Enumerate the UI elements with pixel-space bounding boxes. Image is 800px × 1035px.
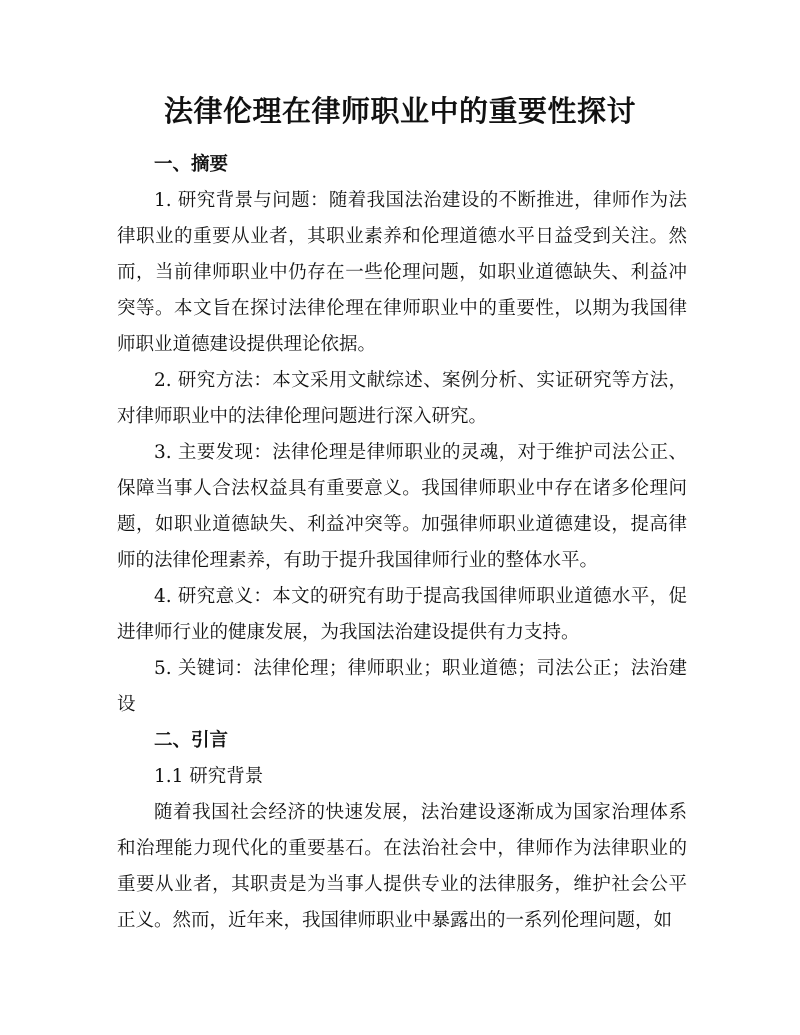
introduction-paragraph-1: 随着我国社会经济的快速发展，法治建设逐渐成为国家治理体系和治理能力现代化的重要基石。在法治社会中，律师作为法律职业的重要从业者，其职责是为当事人提供专业的法律服务，维护社会公平正义。然而，近年来，我国律师职业中暴露出的一系列伦理问题，如 bbox=[117, 802, 687, 931]
section-heading-abstract: 一、摘要 bbox=[154, 154, 229, 175]
abstract-paragraph-1: 1. 研究背景与问题：随着我国法治建设的不断推进，律师作为法律职业的重要从业者，其职业素养和伦理道德水平日益受到关注。然而，当前律师职业中仍存在一些伦理问题，如职业道德缺失、利益冲突等。本文旨在探讨法律伦理在律师职业中的重要性，以期为我国律师职业道德建设提供理论依据。 bbox=[117, 190, 687, 355]
abstract-paragraph-2: 2. 研究方法：本文采用文献综述、案例分析、实证研究等方法，对律师职业中的法律伦理问题进行深入研究。 bbox=[117, 370, 687, 427]
abstract-paragraph-5: 5. 关键词：法律伦理；律师职业；职业道德；司法公正；法治建设 bbox=[117, 658, 687, 715]
abstract-paragraph-3: 3. 主要发现：法律伦理是律师职业的灵魂，对于维护司法公正、保障当事人合法权益具有重要意义。我国律师职业中存在诸多伦理问题，如职业道德缺失、利益冲突等。加强律师职业道德建设，提高律师的法律伦理素养，有助于提升我国律师行业的整体水平。 bbox=[117, 442, 687, 571]
abstract-paragraph-4: 4. 研究意义：本文的研究有助于提高我国律师职业道德水平，促进律师行业的健康发展，为我国法治建设提供有力支持。 bbox=[117, 586, 687, 643]
document-body bbox=[117, 147, 687, 939]
section-heading-introduction: 二、引言 bbox=[154, 730, 229, 751]
subsection-heading-background: 1.1 研究背景 bbox=[154, 766, 264, 787]
document-title: 法律伦理在律师职业中的重要性探讨 bbox=[163, 94, 636, 128]
